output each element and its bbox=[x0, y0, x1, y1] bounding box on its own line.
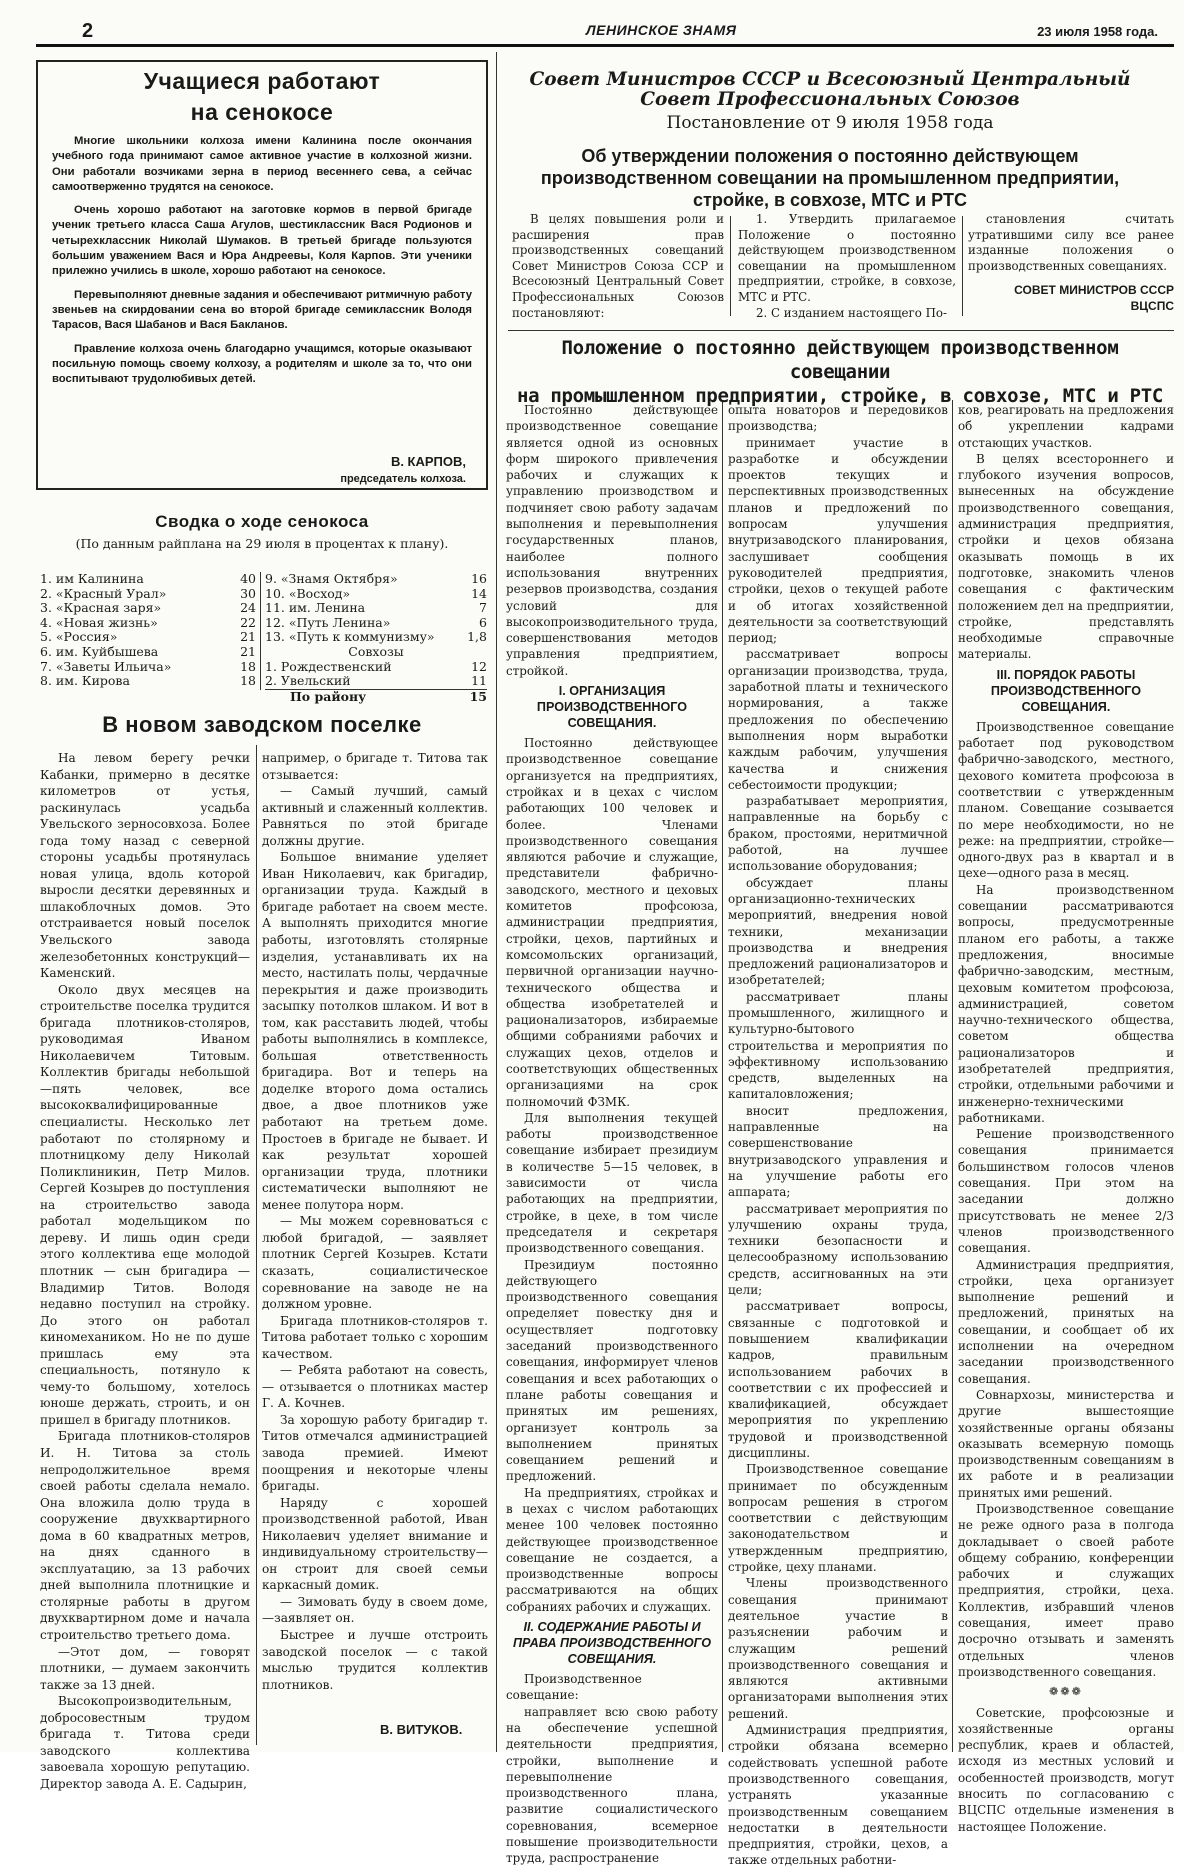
report-row: 12. «Путь Ленина» 6 bbox=[265, 614, 487, 630]
paragraph: — Мы можем соревноваться с любой бригадой, — заявляет плотник Сергей Козырев. Кстати сказать, социалистическое соревнование на заводе не на должном уровне. bbox=[262, 1214, 488, 1312]
paragraph: Для выполнения текущей работы производственное совещание избирает президиум в количестве 5—15 человек, в зависимости от числа работающих на предприятии, стройке, в цехе, в том числе председателя и секретаря производственного совещания. bbox=[506, 1110, 718, 1256]
report-row: 9. «Знамя Октября» 16 bbox=[265, 571, 487, 586]
column-divider bbox=[496, 52, 497, 1752]
paragraph: Совнархозы, министерства и другие вышестоящие хозяйственные органы обязаны оказывать всемерную помощь производственным совещаниям в их работе и в реализации принятых ими решений. bbox=[958, 1387, 1174, 1500]
column-divider bbox=[256, 745, 257, 1745]
article-paragraph: Перевыполняют дневные задания и обеспечивают ритмичную работу звеньев на скирдовании сена во второй бригаде семиклассник Володя Тарасов, Вася Шабанов и Вася Бакланов. bbox=[52, 288, 472, 332]
page-header bbox=[36, 20, 1174, 46]
report-title: Сводка о ходе сенокоса bbox=[155, 512, 369, 531]
decree-date: Постановление от 9 июля 1958 года bbox=[666, 113, 994, 133]
paragraph: — Самый лучший, самый активный и слаженный коллектив. Равняться по этой бригаде должны другие. bbox=[262, 784, 488, 848]
paragraph: В целях повышения роли и расширения прав производственных совещаний Совет Министров Союза ССР и Всесоюзный Центральный Совет Профессиональных Союзов постановляют: bbox=[512, 212, 724, 320]
paragraph: рассматривает вопросы организации производства, труда, заработной платы и технического нормирования, а также предложения по обеспечению выполнения норм выработки каждым рабочим, улучшения качества и снижения себестоимости продукции; bbox=[728, 647, 948, 792]
page-number: 2 bbox=[82, 20, 94, 42]
report-divider bbox=[260, 572, 261, 690]
paragraph: На предприятиях, стройках и в цехах с числом работающих менее 100 человек постоянно действующее производственное совещание не создается, а производственные вопросы рассматриваются на общих собраниях рабочих и служащих. bbox=[506, 1485, 718, 1614]
paragraph: направляет всю свою работу на обеспечение успешной деятельности предприятия, стройки, выполнение и перевыполнение производственного плана, развитие социалистического соревнования, всемерное повышение производительности труда, распространение bbox=[506, 1704, 718, 1866]
paragraph: Производственное совещание работает под руководством фабрично-заводского, местного, цехового комитета профсоюза в соответствии с утвержденным планом. Совещание созывается по мере необходимости, но не реже: на предприятии, стройке—одного-двух раз в квартал и в цехе—одного раза в месяц. bbox=[958, 719, 1174, 881]
article-signature bbox=[340, 454, 466, 485]
report-row: 1. Рождественский 12 bbox=[265, 658, 487, 674]
paragraph: Решение производственного совещания принимается большинством голосов членов совещания. При этом на заседании должно присутствовать не менее 2/3 членов производственного совещания. bbox=[958, 1127, 1174, 1256]
factory-article-author: В. ВИТУКОВ. bbox=[380, 1722, 463, 1737]
paragraph: Президиум постоянно действующего производственного совещания определяет повестку дня и осуществляет подготовку заседаний производственного совещания, информирует членов совещания и всех работающих о плане работы совещания и принятых им решениях, организует контроль за выполнением принятых совещанием решений и предложений. bbox=[506, 1257, 718, 1484]
report-row: 10. «Восход» 14 bbox=[265, 585, 487, 601]
paragraph: Большое внимание уделяет Иван Николаевич, как бригадир, организации труда. Каждый в бригаде работает на своем месте. А выполнять приходится многие работы, изготовлять столярные изделия, устанавливать их на место, настилать полы, чердачные перекрытия и даже производить засыпку потолков шлаком. И вот в том, как расставить людей, чтобы работы выполнялись в комплексе, большая ответственность бригадира. Вот и теперь на доделке второго дома остались двое, а двое плотников уже работают на третьем доме. Простоев в бригаде не бывает. И как результат хорошей организации труда, плотники систематически выполняют не менее полутора норм. bbox=[262, 850, 488, 1212]
paragraph: принимает участие в разработке и обсуждении проектов текущих и перспективных производственных планов и предложений по вопросам улучшения внутризаводского планирования, заслушивает сообщения руководителей предприятия, стройки, цехов о текущей работе и об итогах хозяйственной деятельности за соответствующий период; bbox=[728, 435, 948, 646]
author-name: В. КАРПОВ, bbox=[390, 454, 466, 469]
ornament-divider: ❁❁❁ bbox=[1049, 1685, 1083, 1699]
paragraph: становления считать утратившими силу все ранее изданные положения о производственных совещаниях. bbox=[968, 212, 1174, 273]
paragraph: Бригада плотников-столяров И. Н. Титова за столь непродолжительное время своей работы сделала немало. Она вложила долю труда в сооружение двухквартирного дома в 60 квадратных метров, на днях сданного в эксплуатацию, за 13 рабочих дней выполнила плотницкие и столярные работы в другом двухквартирном доме и начала строительство третьего дома. bbox=[40, 1429, 250, 1642]
paragraph: Постоянно действующее производственное совещание является одной из основных форм широкого привлечения рабочих и служащих к управлению производством и подчиняет свою работу задачам выполнения и перевыполнения государственных планов, наиболее полного использования внутренних резервов производства, создания условий для высокопроизводительного труда, совершенствования методов управления предприятием, стройкой. bbox=[506, 403, 718, 678]
paragraph: В целях всестороннего и глубокого изучения вопросов, вынесенных на обсуждение производственного совещания, администрация предприятия, стройки и цехов обязана оказывать помощь в их подготовке, знакомить членов совещания с фактическим положением дел на предприятии, стройке, представлять необходимые справочные материалы. bbox=[958, 451, 1174, 662]
paragraph: 1. Утвердить прилагаемое Положение о постоянно действующем производственном совещании на промышленном предприятии, стройке, в совхозе, МТС и РТС. bbox=[738, 212, 956, 304]
decree-col3 bbox=[968, 212, 1174, 274]
students-haymaking-article bbox=[36, 60, 488, 490]
haymaking-report bbox=[36, 512, 488, 551]
article-paragraph: Правление колхоза очень благодарно учащимся, которые оказывают посильную помощь своему колхозу, а родителям и школе за то, что они воспитывают трудолюбивых детей. bbox=[52, 342, 472, 386]
decree-issuer: Совет Министров СССР и Всесоюзный Центральный bbox=[529, 69, 1131, 90]
report-subheading: Совхозы bbox=[348, 643, 404, 659]
column-divider bbox=[962, 216, 963, 316]
article-paragraph: Многие школьники колхоза имени Калинина после окончания учебного года принимают самое активное участие в колхозной жизни. Они работали возчиками зерна в период весеннего сева, а сейчас самоотверженно трудятся на сенокосе. bbox=[52, 135, 472, 193]
paragraph: Члены производственного совещания принимают деятельное участие в разъяснении рабочим и служащим решений производственного совещания и являются активными организаторами выполнения этих решений. bbox=[728, 1576, 948, 1721]
section-heading: I. ОРГАНИЗАЦИЯ ПРОИЗВОДСТВЕННОГО СОВЕЩАНИЯ. bbox=[536, 684, 688, 731]
paragraph: разрабатывает мероприятия, направленные на борьбу с браком, простоями, неритмичной работой, на лучшее использование оборудования; bbox=[728, 794, 948, 874]
factory-article-col1 bbox=[40, 750, 250, 1791]
factory-article-col2 bbox=[262, 750, 488, 1715]
author-title: председатель колхоза. bbox=[340, 473, 466, 485]
paragraph: 2. С изданием настоящего По- bbox=[756, 305, 947, 320]
report-row: 6. им. Куйбышева 21 bbox=[40, 643, 256, 659]
paragraph: Быстрее и лучше отстроить заводской поселок — с такой мыслью трудится коллектив плотников. bbox=[262, 1627, 488, 1692]
report-table-right bbox=[265, 572, 487, 704]
paragraph: рассматривает вопросы, связанные с подготовкой и повышением квалификации кадров, правильным использованием рабочих в соответствии с их профессией и квалификацией, обсуждает мероприятия по укреплению трудовой и производственной дисциплины. bbox=[728, 1299, 948, 1460]
decree-title: Об утверждении положения о постоянно действующем производственном совещании на промышленном предприятии, стройке, в совхозе, МТС и РТС bbox=[540, 146, 1120, 210]
report-subtitle: (По данным райплана на 29 июля в процентах к плану). bbox=[75, 536, 449, 551]
paragraph: Администрация предприятия, стройки, цеха организует выполнение решений и предложений, принятых на совещании, и сообщает об их исполнении на очередном заседании производственного совещания. bbox=[958, 1257, 1174, 1386]
column-divider bbox=[730, 216, 731, 316]
paragraph: Производственное совещание: bbox=[506, 1672, 642, 1703]
report-row: 1. им Калинина 40 bbox=[40, 571, 256, 586]
section-rule bbox=[508, 330, 1174, 331]
newspaper-name: ЛЕНИНСКОЕ ЗНАМЯ bbox=[586, 22, 737, 38]
decree-col1 bbox=[512, 212, 724, 321]
paragraph: Производственное совещание принимает по обсужденным вопросам решения в строгом соответствии с действующим законодательством и утвержденным предприятию, стройке, цеху планами. bbox=[728, 1462, 948, 1575]
paragraph: — Ребята работают на совесть, — отзывается о плотниках мастер Г. А. Кочнев. bbox=[262, 1363, 488, 1411]
decree-issuer: Совет Профессиональных Союзов bbox=[640, 89, 1020, 110]
report-row: 2. «Красный Урал» 30 bbox=[40, 585, 256, 601]
regulation-title: Положение о постоянно действующем производственном совещании на промышленном предприятии, стройке, в совхозе, МТС и РТС bbox=[516, 337, 1164, 407]
report-table-left bbox=[40, 572, 256, 689]
report-row: 7. «Заветы Ильича» 18 bbox=[40, 658, 256, 674]
paragraph: опыта новаторов и передовиков производства; bbox=[728, 403, 948, 434]
article-title: Учащиеся работают bbox=[143, 68, 381, 94]
decree-signature: СОВЕТ МИНИСТРОВ СССР ВЦСПС bbox=[1014, 283, 1174, 313]
decree-header bbox=[510, 70, 1150, 211]
paragraph: На производственном совещании рассматриваются вопросы, предусмотренные планом его работы, а также предложения, вносимые фабрично-заводским, местным, цеховым комитетом профсоюза, администрацией, советом научно-технического общества, советом общества рационализаторов и изобретателей предприятия, стройки, отдельными рабочими и инженерно-техническими работниками. bbox=[958, 882, 1174, 1125]
report-row: 2. Увельский 11 bbox=[265, 673, 487, 689]
factory-article-title: В новом заводском поселке bbox=[102, 712, 422, 737]
paragraph: обсуждает планы организационно-технических мероприятий, внедрения новой техники, механизации производства и внедрения предложений рационализаторов и изобретателей; bbox=[728, 875, 948, 988]
report-row: 11. им. Ленина 7 bbox=[265, 600, 487, 616]
report-row: 8. им. Кирова 18 bbox=[40, 673, 256, 689]
report-total-row: По району 15 bbox=[265, 689, 487, 705]
header-rule bbox=[36, 44, 1174, 47]
paragraph: — Зимовать буду в своем доме,—заявляет он. bbox=[262, 1594, 488, 1626]
paragraph: например, о бригаде т. Титова так отзывается: bbox=[262, 751, 488, 782]
paragraph: ков, реагировать на предложения об укреплении кадрами отстающих участков. bbox=[958, 403, 1174, 450]
paragraph: Бригада плотников-столяров т. Титова работает только с хорошим качеством. bbox=[262, 1313, 488, 1361]
paragraph: Администрация предприятия, стройки обязана всемерно содействовать успешной работе производственного совещания, устранять указанные производственным совещанием недостатки в деятельности предприятия, стройки, цехов, а также отдельных работни- bbox=[728, 1723, 948, 1868]
paragraph: вносит предложения, направленные на совершенствование внутризаводского управления и на улучшение работы его аппарата; bbox=[728, 1103, 948, 1200]
report-row: 5. «Россия» 21 bbox=[40, 629, 256, 645]
report-row: 13. «Путь к коммунизму» 1,8 bbox=[265, 629, 487, 645]
paragraph: Советские, профсоюзные и хозяйственные органы республик, краев и областей, исходя из местных условий и особенностей производств, могут вносить по согласованию с ВЦСПС отдельные изменения в настоящее Положение. bbox=[958, 1705, 1174, 1834]
paragraph: Около двух месяцев на строительстве поселка трудится бригада плотников-столяров, руководимая Иваном Николаевичем Титовым. Коллектив бригады небольшой—пять человек, все высококвалифицированные специалисты. Несколько лет работают по столярному и плотницкому делу Николай Поликлиникин, Петр Милов. Сергей Козырев до поступления на строительство завода работал модельщиком по дереву. И лишь один среди этого коллектива еще молодой плотник — сын бригадира — Владимир Титов. Володя недавно поступил на стройку. До этого он работал киномехаником. Но не по душе пришлась ему эта специальность, потянуло к чему-то большому, хотелось юноше держать, строить, и он пришел в бригаду плотников. bbox=[40, 982, 250, 1427]
report-row: 4. «Новая жизнь» 22 bbox=[40, 614, 256, 630]
regulation-col2 bbox=[728, 402, 948, 1868]
article-paragraph: Очень хорошо работают на заготовке кормов в первой бригаде ученик третьего класса Саша Агулов, шестиклассник Вася Родионов и четырехклассник Николай Шумаков. В третьей бригаде пользуются большим уважением Вася и Юра Андреевы, Коля Карпов. Эти ученики прилежно учились в школе, хорошо работают на сенокосе. bbox=[52, 204, 472, 278]
decree-col2 bbox=[738, 212, 956, 321]
paragraph: Наряду с хорошей производственной работой, Иван Николаевич уделяет внимание и индивидуальному строительству— он строит для своей семьи каркасный домик. bbox=[262, 1495, 488, 1593]
column-divider bbox=[952, 400, 953, 1752]
regulation-col1 bbox=[506, 402, 718, 1866]
issue-date: 23 июля 1958 года. bbox=[1037, 24, 1158, 39]
paragraph: На левом берегу речки Кабанки, примерно в десятке километров от устья, раскинулась усадьба Увельского зерносовхоза. Более года тому назад с северной стороны усадьбы протянулась новая улица, вдоль которой выросли десятки деревянных и шлакоблочных домов. Это отстраивается новый поселок Увельского завода железобетонных конструкций—Каменский. bbox=[40, 751, 250, 981]
paragraph: —Этот дом, — говорят плотники, — думаем закончить также за 13 дней. bbox=[40, 1644, 250, 1692]
paragraph: рассматривает планы промышленного, жилищного и культурно-бытового строительства и мероприятия по эффективному использованию средств, выделенных на капиталовложения; bbox=[728, 989, 948, 1102]
section-heading: II. СОДЕРЖАНИЕ РАБОТЫ И ПРАВА ПРОИЗВОДСТВЕННОГО СОВЕЩАНИЯ. bbox=[512, 1620, 712, 1667]
paragraph: За хорошую работу бригадир т. Титов отмечался администрацией завода премией. Имеют поощрения и некоторые члены бригады. bbox=[262, 1412, 488, 1494]
regulation-col3 bbox=[958, 402, 1174, 1834]
article-title: на сенокосе bbox=[190, 99, 334, 125]
report-row: 3. «Красная заря» 24 bbox=[40, 600, 256, 616]
paragraph: рассматривает мероприятия по улучшению охраны труда, техники безопасности и целесообразному использованию средств, ассигнованных на эти цели; bbox=[728, 1201, 948, 1298]
section-heading: III. ПОРЯДОК РАБОТЫ ПРОИЗВОДСТВЕННОГО СОВЕЩАНИЯ. bbox=[990, 667, 1142, 714]
paragraph: Постоянно действующее производственное совещание организуется на предприятиях, стройках и в цехах с числом работающих 100 человек и более. Членами производственного совещания являются рабочие и служащие, представители фабрично-заводского, местного и цеховых комитетов профсоюза, администрации предприятия, стройки, цехов, партийных и комсомольских организаций, первичной организации научно-технического общества и общества изобретателей и рационализаторов, избираемые общими собраниями рабочих и служащих цехов, отделов и соответствующих общественных организациями на срок полномочий ФЗМК. bbox=[506, 736, 718, 1109]
column-divider bbox=[722, 400, 723, 1752]
paragraph: Высокопроизводительным, добросовестным трудом бригада т. Титова среди заводского коллектива завоевала хорошую репутацию. Директор завода А. Е. Садырин, bbox=[40, 1694, 250, 1791]
paragraph: Производственное совещание не реже одного раза в полгода докладывает о своей работе общему собранию, конференции рабочих и служащих предприятия, стройки, цеха. Коллектив, избравший членов совещания, имеет право досрочно отзывать и заменять отдельных членов производственного совещания. bbox=[958, 1502, 1174, 1679]
